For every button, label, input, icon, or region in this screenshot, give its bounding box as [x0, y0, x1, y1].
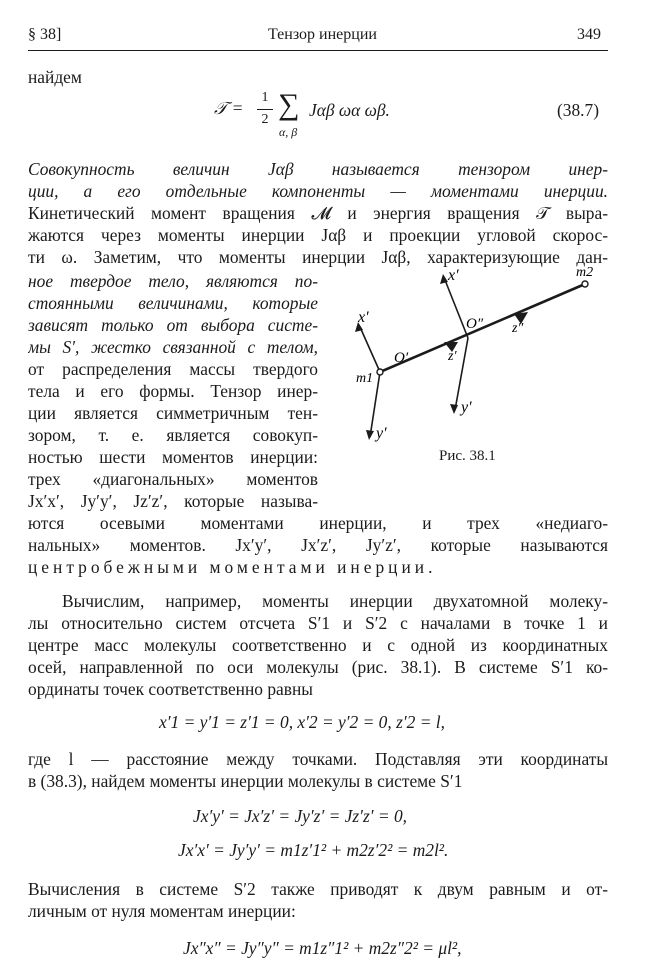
- text-line: ются осевыми моментами инерции, и трех «недиаго-: [28, 513, 608, 533]
- text-line: мы S′, жестко связанной с телом,: [28, 337, 318, 357]
- text-line: нальных» моментов. Jx′y′, Jx′z′, Jy′z′, которые называются: [28, 535, 608, 555]
- text-line: зором, т. е. является совокуп-: [28, 425, 318, 445]
- x1-axis: [360, 327, 380, 372]
- text-line: Совокупность величин Jαβ называется тензором инер-: [28, 159, 608, 179]
- text-line: стоянными величинами, которые: [28, 293, 318, 313]
- equation-moments-s1: Jx′x′ = Jy′y′ = m1z′1² + m2z′2² = m2l².: [178, 840, 449, 860]
- y2-arrowhead: [450, 404, 458, 414]
- equation-coordinates: x′1 = y′1 = z′1 = 0, x′2 = y′2 = 0, z′2 = l,: [159, 712, 445, 732]
- section-marker: § 38]: [28, 26, 62, 43]
- equation-zero-moments: Jx′y′ = Jx′z′ = Jy′z′ = Jz′z′ = 0,: [193, 806, 408, 826]
- fraction-denominator: 2: [261, 112, 269, 127]
- x2-axis: [445, 280, 468, 338]
- running-title: Тензор инерции: [268, 26, 377, 43]
- header-rule: [28, 50, 608, 51]
- text-line: ции, а его отдельные компоненты — моментами инерции.: [28, 181, 608, 201]
- text-line: Вычисления в системе S′2 также приводят к двум равным и от-: [28, 879, 608, 899]
- text-line: личным от нуля моментам инерции:: [28, 901, 296, 921]
- z1-label: z′: [448, 349, 457, 364]
- x2-label: x′: [448, 267, 459, 284]
- text-line: центробежными моментами инерции.: [28, 557, 437, 577]
- text-line: осей, направленной по оси молекулы (рис. 38.1). В системе S′1 ко-: [28, 657, 608, 677]
- equation-number: (38.7): [557, 100, 600, 120]
- text-line: в (38.3), найдем моменты инерции молекулы в системе S′1: [28, 771, 463, 791]
- z2-label: z″: [512, 321, 524, 336]
- page-number: 349: [577, 26, 601, 43]
- text-line: ординаты точек соответственно равны: [28, 679, 313, 699]
- y1-label: y′: [376, 425, 387, 442]
- fraction-bar: [257, 109, 273, 110]
- text-line: ностью шести моментов инерции:: [28, 447, 318, 467]
- text-line: ти ω. Заметим, что моменты инерции Jαβ, характеризующие дан-: [28, 247, 608, 267]
- y2-label: y′: [461, 399, 472, 416]
- text-line: Кинетический момент вращения 𝓜 и энергия вращения 𝒯 выра-: [28, 203, 608, 223]
- equation-moments-s2: Jx″x″ = Jy″y″ = m1z″1² + m2z″2² = μl²,: [183, 938, 462, 958]
- x1-label: x′: [358, 309, 369, 326]
- text-line: лы относительно систем отсчета S′1 и S′2 с началами в точке 1 и: [28, 613, 608, 633]
- m1-point: [377, 369, 383, 375]
- text-line: ции является симметричным тен-: [28, 403, 318, 423]
- text-line: найдем: [28, 67, 82, 87]
- text-line: жаются через моменты инерции Jαβ и проекции угловой скорос-: [28, 225, 608, 245]
- sum-subscript: α, β: [279, 125, 298, 139]
- text-line: центре масс молекулы соответственно и с одной из координатных: [28, 635, 608, 655]
- o1-label: O′: [394, 350, 409, 366]
- text-line: Jx′x′, Jy′y′, Jz′z′, которые называ-: [28, 491, 318, 511]
- m1-label: m1: [356, 371, 374, 386]
- text-line: где l — расстояние между точками. Подставляя эти координаты: [28, 749, 608, 769]
- fraction-numerator: 1: [261, 90, 269, 105]
- equation-lhs: 𝒯 =: [214, 98, 244, 118]
- figure-38-1: [340, 262, 610, 442]
- m2-point: [582, 281, 588, 287]
- text-line: ное твердое тело, являются по-: [28, 271, 318, 291]
- y1-arrowhead: [366, 430, 374, 440]
- text-line: Вычислим, например, моменты инерции двухатомной молеку-: [62, 591, 608, 611]
- text-line: трех «диагональных» моментов: [28, 469, 318, 489]
- figure-caption: Рис. 38.1: [439, 448, 496, 464]
- sum-sign: ∑: [278, 88, 300, 121]
- m2-label: m2: [576, 265, 594, 280]
- equation-body: Jαβ ωα ωβ.: [309, 100, 390, 120]
- text-line: зависят только от выбора систе-: [28, 315, 318, 335]
- text-line: тела и его формы. Тензор инер-: [28, 381, 318, 401]
- text-line: от распределения массы твердого: [28, 359, 318, 379]
- o2-label: O″: [466, 316, 484, 332]
